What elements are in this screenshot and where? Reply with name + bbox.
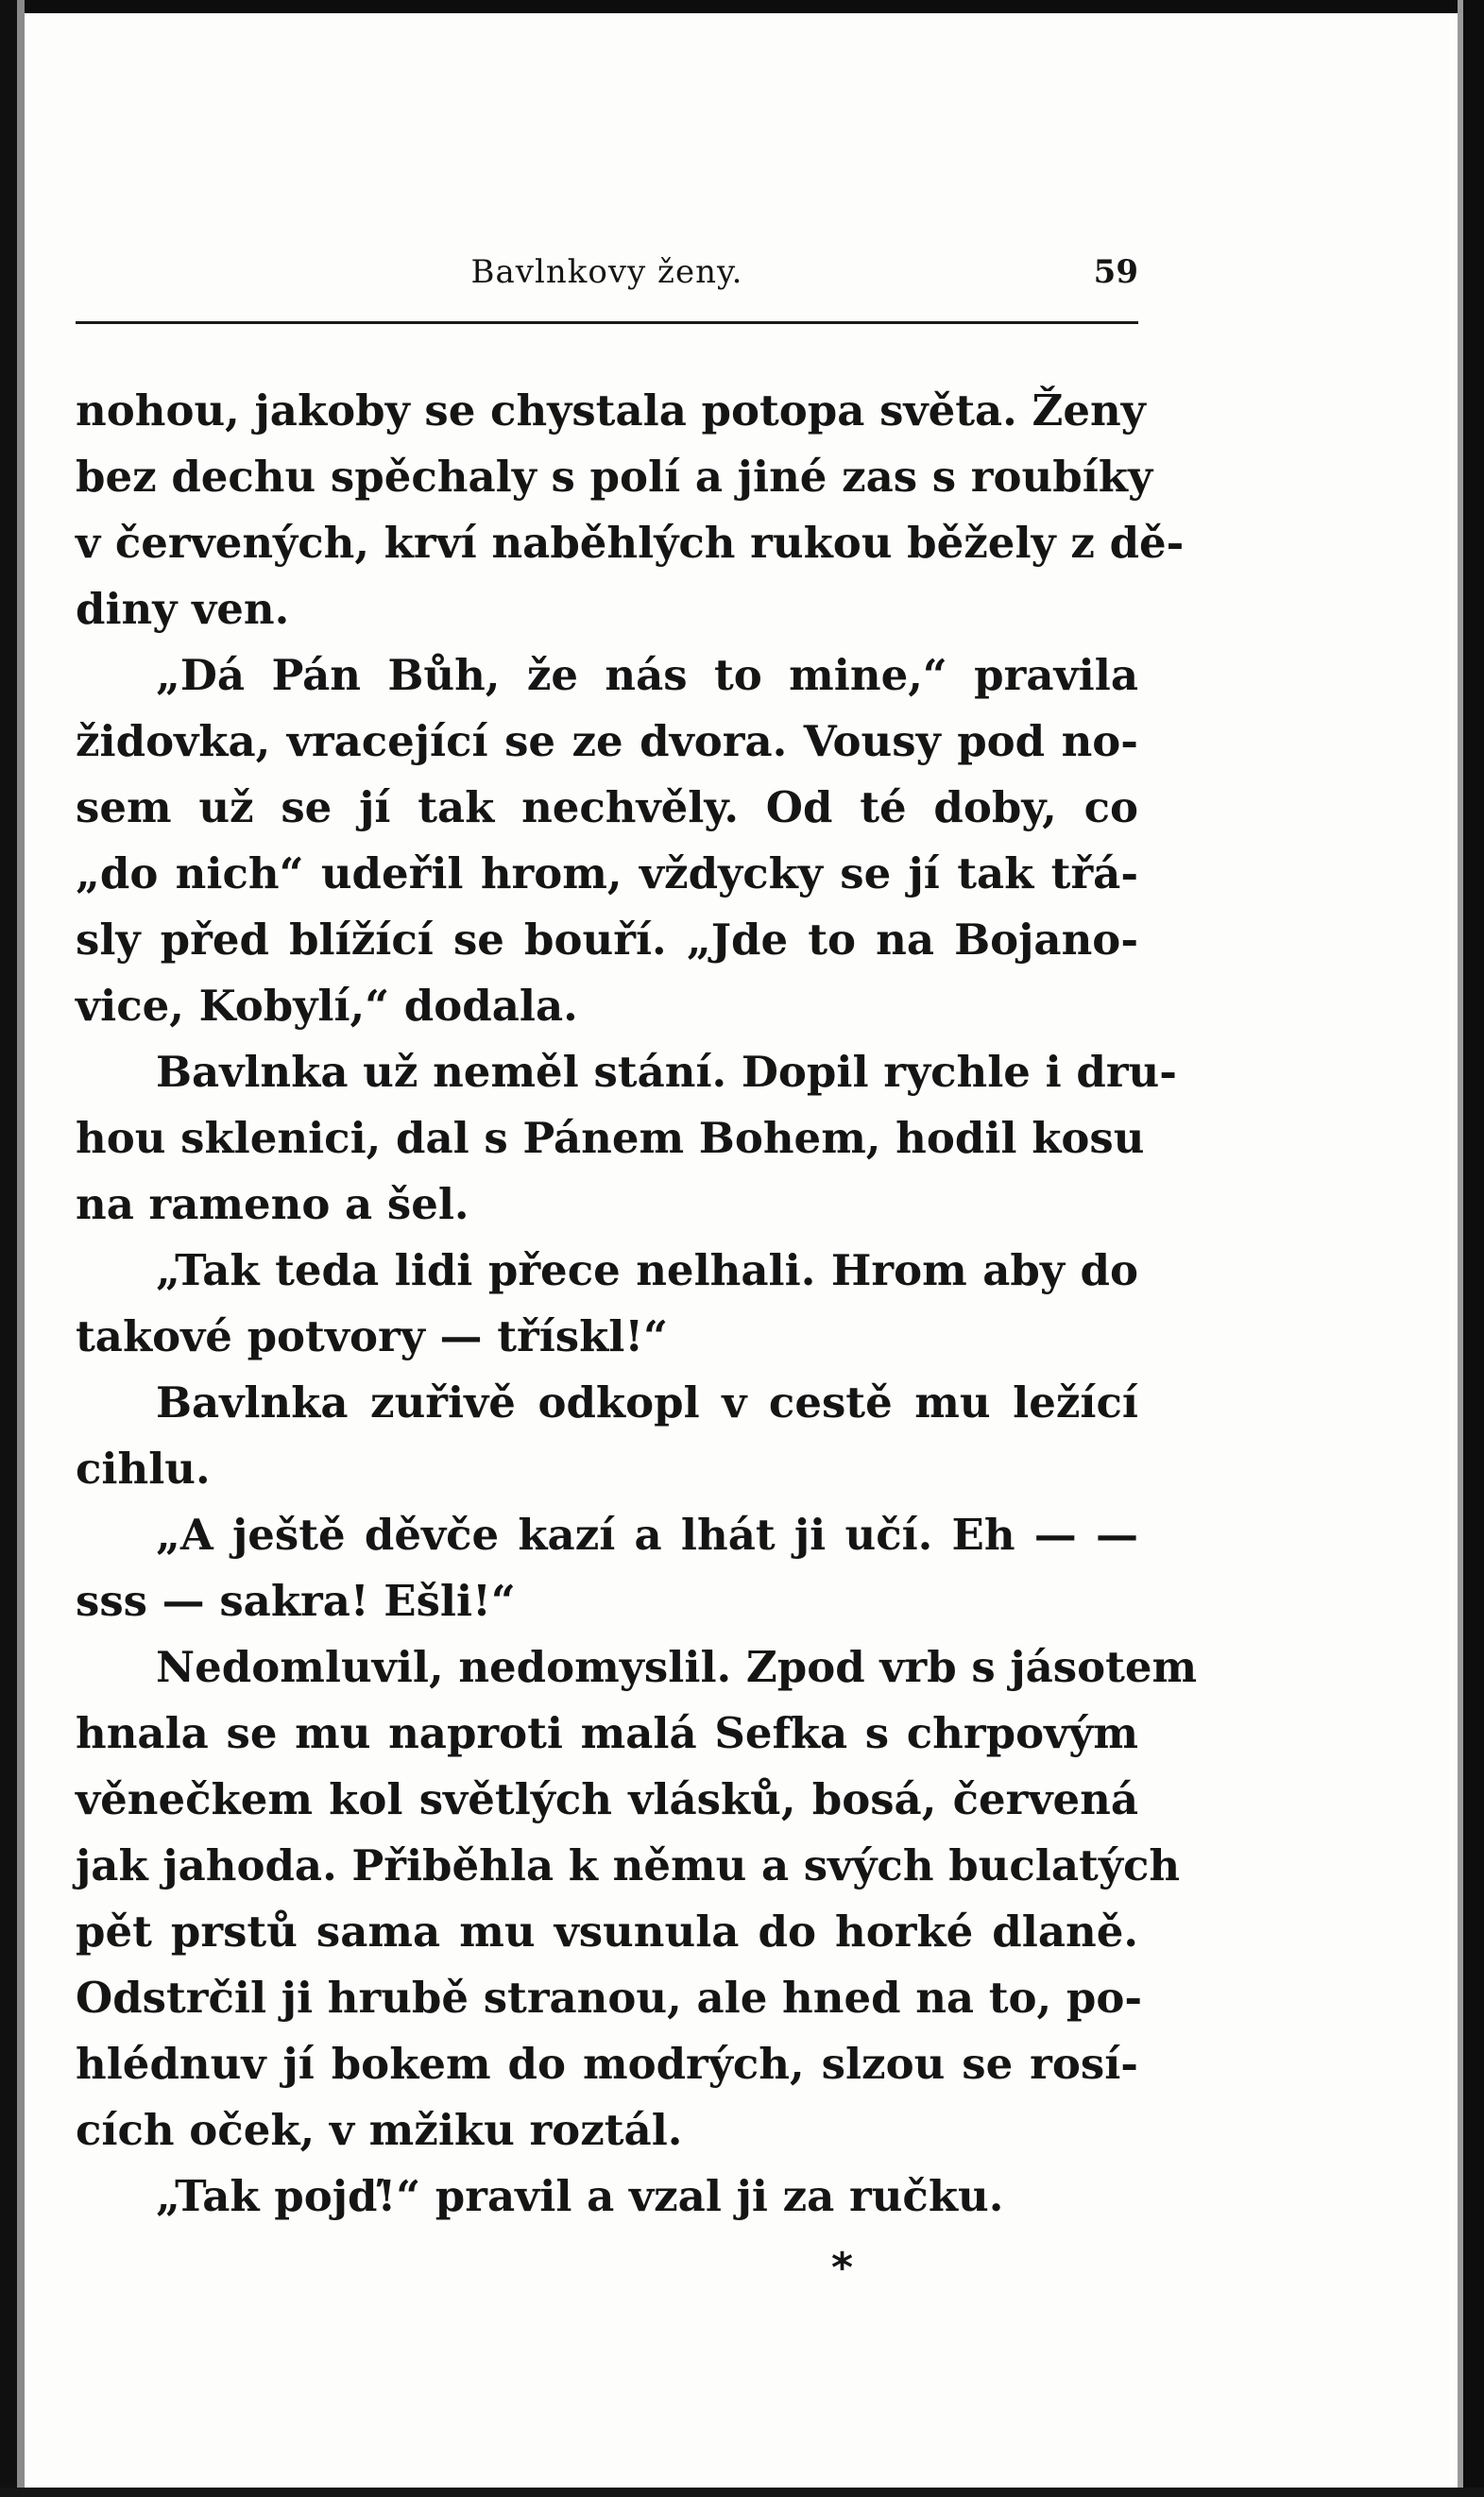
scan-frame-top	[0, 0, 1484, 13]
text-line: Odstrčil ji hrubě stranou, ale hned na to, po-	[76, 1973, 1143, 2023]
text-line: Nedomluvil, nedomyslil. Zpod vrb s jásotem	[156, 1642, 1198, 1692]
scan-frame-left	[0, 0, 17, 2497]
text-line: Bavlnka už neměl stání. Dopil rychle i dru-	[156, 1047, 1177, 1097]
text-line: sem už se jí tak nechvěly. Od té doby, co	[76, 782, 1138, 832]
text-line: bez dechu spěchaly s polí a jiné zas s roubíky	[76, 452, 1153, 502]
text-line: sss — sakra! Ešli!“	[76, 1576, 516, 1626]
scan-frame-bottom	[0, 2488, 1484, 2497]
text-line: „do nich“ udeřil hrom, vždycky se jí tak třá-	[76, 848, 1138, 898]
text-line: takové potvory — třískl!“	[76, 1311, 669, 1361]
text-line: „Tak pojď!“ pravil a vzal ji za ručku.	[156, 2171, 1004, 2221]
running-title: Bavlnkovy ženy.	[470, 253, 743, 291]
page-number: 59	[1093, 253, 1138, 291]
text-line: hou sklenici, dal s Pánem Bohem, hodil kosu	[76, 1113, 1145, 1163]
text-line: jak jahoda. Přiběhla k němu a svých buclatých	[76, 1840, 1181, 1890]
running-head	[76, 227, 1138, 291]
body-text	[76, 378, 1198, 2230]
scan-frame-right-shadow	[1458, 0, 1463, 2497]
section-break-asterisk: *	[831, 2244, 854, 2292]
text-line: „Tak teda lidi přece nelhali. Hrom aby do	[156, 1245, 1138, 1295]
text-line: cihlu.	[76, 1444, 211, 1494]
text-line: Bavlnka zuřivě odkopl v cestě mu ležící	[156, 1377, 1138, 1428]
text-line: pět prstů sama mu vsunula do horké dlaně.	[76, 1907, 1138, 1957]
text-line: nohou, jakoby se chystala potopa světa. Ženy	[76, 385, 1146, 436]
header-rule	[76, 321, 1138, 324]
text-line: „Dá Pán Bůh, že nás to mine,“ pravila	[156, 650, 1138, 700]
text-line: diny ven.	[76, 584, 290, 634]
text-line: věnečkem kol světlých vlásků, bosá, červená	[76, 1774, 1138, 1824]
text-line: hnala se mu naproti malá Sefka s chrpovým	[76, 1708, 1138, 1758]
scan-frame-left-shadow	[17, 0, 25, 2497]
text-line: hlédnuv jí bokem do modrých, slzou se rosí-	[76, 2039, 1138, 2089]
book-page	[76, 227, 1198, 2221]
text-line: sly před blížící se bouří. „Jde to na Bojano-	[76, 915, 1138, 965]
text-line: vice, Kobylí,“ dodala.	[76, 981, 578, 1031]
text-line: na rameno a šel.	[76, 1179, 469, 1229]
text-line: cích oček, v mžiku roztál.	[76, 2105, 683, 2155]
text-line: „A ještě děvče kazí a lhát ji učí. Eh — —	[156, 1510, 1138, 1560]
text-line: v červených, krví naběhlých rukou běžely z dě-	[76, 518, 1185, 568]
text-line: židovka, vracející se ze dvora. Vousy pod no-	[76, 716, 1138, 766]
scan-frame-right	[1463, 0, 1484, 2497]
